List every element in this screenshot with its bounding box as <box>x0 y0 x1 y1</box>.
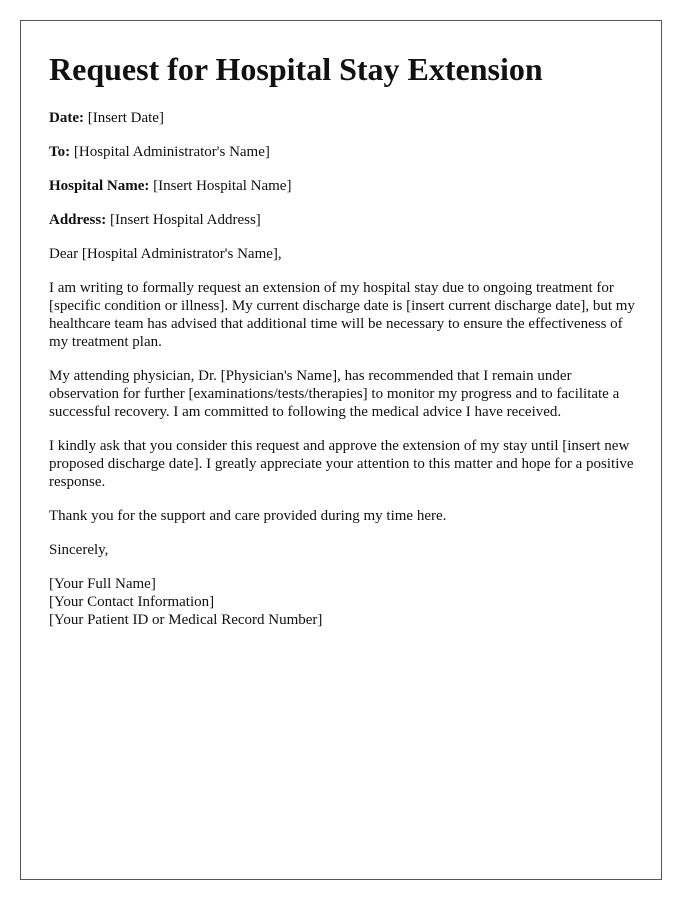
body-paragraph-4: Thank you for the support and care provided during my time here. <box>49 508 447 524</box>
hospital-name-label: Hospital Name: <box>49 178 150 194</box>
letter-page <box>20 20 662 880</box>
date-label: Date: <box>49 110 84 126</box>
hospital-name-value: [Insert Hospital Name] <box>153 178 292 194</box>
salutation: Dear [Hospital Administrator's Name], <box>49 246 282 262</box>
body-paragraph-1: I am writing to formally request an extension of my hospital stay due to ongoing treatment for [specific condition or illness]. My current discharge date is [insert current discharge date], but my healthcare team has advised that additional time will be necessary to ensure the effectiveness of my treatment plan. <box>49 280 635 350</box>
signature-contact: [Your Contact Information] <box>49 594 215 610</box>
address-value: [Insert Hospital Address] <box>109 212 261 228</box>
letter-title: Request for Hospital Stay Extension <box>49 51 543 87</box>
to-field <box>49 143 639 161</box>
hospital-name-field <box>49 177 639 195</box>
letter-content <box>49 51 639 629</box>
signature-block <box>49 575 639 629</box>
address-label: Address: <box>49 212 107 228</box>
body-paragraph-2: My attending physician, Dr. [Physician's Name], has recommended that I remain under observation for further [examinations/tests/therapies] to monitor my progress and to facilitate a successful recovery. I am committed to following the medical advice I have received. <box>49 368 620 420</box>
to-label: To: <box>49 144 71 160</box>
signature-patient-id: [Your Patient ID or Medical Record Number] <box>49 612 323 628</box>
body-paragraph-3: I kindly ask that you consider this request and approve the extension of my stay until [insert new proposed discharge date]. I greatly appreciate your attention to this matter and hope for a positive response. <box>49 438 634 490</box>
address-field <box>49 211 639 229</box>
signature-name: [Your Full Name] <box>49 576 156 592</box>
date-field <box>49 109 639 127</box>
date-value: [Insert Date] <box>87 110 164 126</box>
closing: Sincerely, <box>49 542 109 558</box>
to-value: [Hospital Administrator's Name] <box>73 144 270 160</box>
